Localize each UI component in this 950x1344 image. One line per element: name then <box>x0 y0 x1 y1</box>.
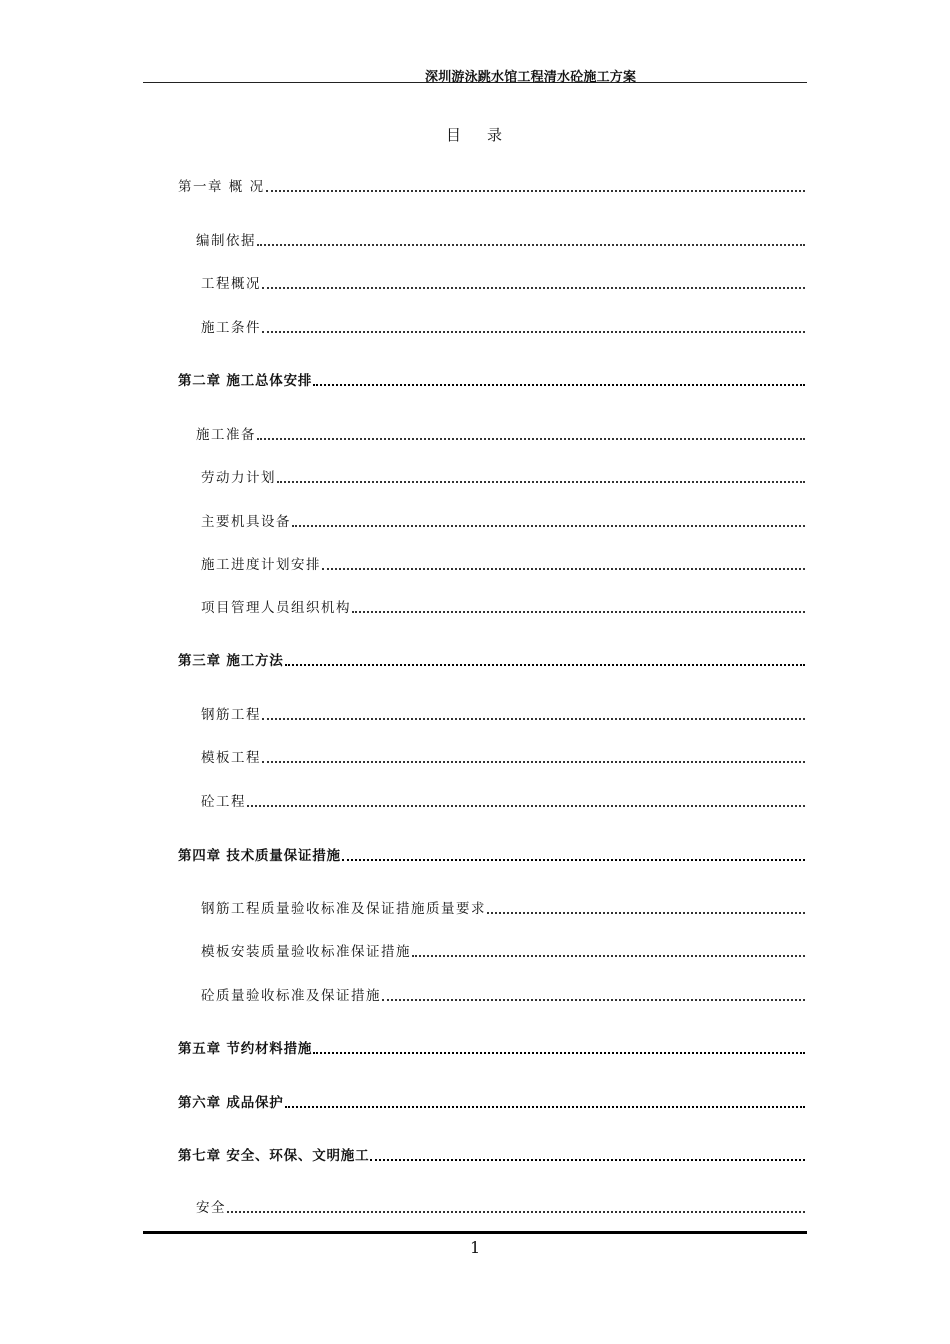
dot-leader <box>382 986 805 1001</box>
toc-entry-section[interactable] <box>201 596 805 616</box>
toc-entry-chapter-2[interactable] <box>178 369 805 389</box>
toc-entry-label: 第一章 概 况 <box>178 179 265 195</box>
dot-leader <box>322 555 805 570</box>
toc-entry-section[interactable] <box>196 1196 805 1216</box>
dot-leader <box>370 1146 805 1161</box>
toc-entry-section[interactable] <box>201 897 805 917</box>
toc-entry-chapter-3[interactable] <box>178 649 805 669</box>
toc-entry-chapter-6[interactable] <box>178 1091 805 1111</box>
toc-entry-section[interactable] <box>201 553 805 573</box>
toc-entry-section[interactable] <box>201 790 805 810</box>
toc-entry-section[interactable] <box>201 316 805 336</box>
dot-leader <box>247 792 805 807</box>
toc-entry-chapter-4[interactable] <box>178 844 805 864</box>
toc-entry-label: 主要机具设备 <box>201 514 291 530</box>
dot-leader <box>285 651 805 666</box>
dot-leader <box>227 1198 805 1213</box>
toc-entry-section[interactable] <box>196 229 805 249</box>
dot-leader <box>292 512 805 527</box>
toc-heading-char-1: 目 <box>446 126 464 144</box>
footer-rule <box>143 1231 807 1234</box>
dot-leader <box>342 846 805 861</box>
dot-leader <box>262 274 805 289</box>
toc-heading <box>446 124 504 145</box>
toc-entry-label: 安全 <box>196 1200 226 1216</box>
dot-leader <box>487 899 805 914</box>
toc-entry-label: 第三章 施工方法 <box>178 653 284 669</box>
toc-entry-section[interactable] <box>196 423 805 443</box>
toc-entry-label: 第五章 节约材料措施 <box>178 1041 313 1057</box>
toc-entry-label: 砼质量验收标准及保证措施 <box>201 988 381 1004</box>
dot-leader <box>285 1093 805 1108</box>
toc-entry-label: 劳动力计划 <box>201 470 276 486</box>
toc-entry-chapter-5[interactable] <box>178 1037 805 1057</box>
dot-leader <box>262 748 805 763</box>
dot-leader <box>262 705 805 720</box>
toc-entry-label: 第二章 施工总体安排 <box>178 373 313 389</box>
toc-entry-chapter-1[interactable] <box>178 175 805 195</box>
document-header-title: 深圳游泳跳水馆工程清水砼施工方案 <box>425 70 637 85</box>
dot-leader <box>412 942 805 957</box>
toc-entry-label: 第四章 技术质量保证措施 <box>178 848 341 864</box>
toc-entry-label: 施工条件 <box>201 320 261 336</box>
header-rule <box>143 82 807 83</box>
toc-entry-section[interactable] <box>201 940 805 960</box>
dot-leader <box>313 371 805 386</box>
toc-entry-section[interactable] <box>201 510 805 530</box>
toc-entry-label: 施工准备 <box>196 427 256 443</box>
toc-entry-section[interactable] <box>201 703 805 723</box>
dot-leader <box>277 468 805 483</box>
toc-entry-label: 工程概况 <box>201 276 261 292</box>
dot-leader <box>352 598 805 613</box>
dot-leader <box>257 425 805 440</box>
toc-entry-section[interactable] <box>201 466 805 486</box>
toc-entry-label: 第七章 安全、环保、文明施工 <box>178 1148 370 1164</box>
dot-leader <box>266 177 805 192</box>
toc-entry-label: 编制依据 <box>196 233 256 249</box>
page-number: 1 <box>470 1238 481 1257</box>
dot-leader <box>313 1039 805 1054</box>
toc-heading-char-2: 录 <box>487 126 505 144</box>
toc-entry-label: 钢筋工程质量验收标准及保证措施质量要求 <box>201 901 486 917</box>
toc-entry-label: 施工进度计划安排 <box>201 557 321 573</box>
toc-entry-chapter-7[interactable] <box>178 1144 805 1164</box>
toc-entry-label: 砼工程 <box>201 794 246 810</box>
dot-leader <box>262 318 805 333</box>
toc-entry-label: 模板工程 <box>201 750 261 766</box>
toc-entry-label: 项目管理人员组织机构 <box>201 600 351 616</box>
toc-entry-section[interactable] <box>201 746 805 766</box>
dot-leader <box>257 231 805 246</box>
toc-entry-label: 第六章 成品保护 <box>178 1095 284 1111</box>
toc-entry-section[interactable] <box>201 984 805 1004</box>
toc-entry-label: 模板安装质量验收标准保证措施 <box>201 944 411 960</box>
toc-entry-section[interactable] <box>201 272 805 292</box>
toc-entry-label: 钢筋工程 <box>201 707 261 723</box>
